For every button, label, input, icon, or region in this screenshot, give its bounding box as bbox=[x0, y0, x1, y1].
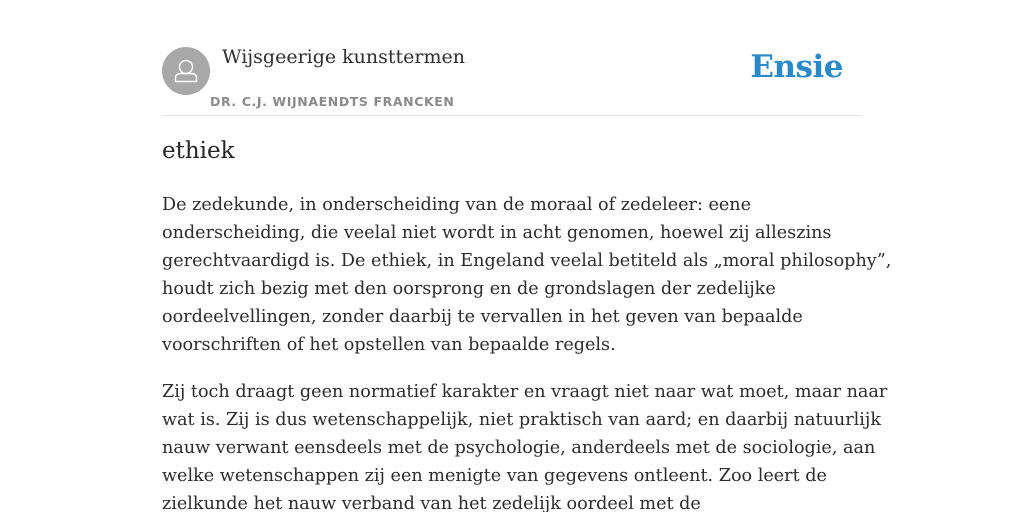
text-line: onderscheiding, die veelal niet wordt in acht genomen, hoewel zij alleszins bbox=[162, 223, 832, 243]
text-line: welke wetenschappen zij een menigte van gegevens ontleent. Zoo leert de bbox=[162, 466, 827, 486]
book-title-link[interactable]: Wijsgeerige kunsttermen bbox=[222, 46, 466, 68]
text-line: voorschriften of het opstellen van bepaalde regels. bbox=[162, 335, 616, 355]
text-line: Zij toch draagt geen normatief karakter en vraagt niet naar wat moet, maar naar bbox=[162, 382, 888, 402]
text-line: houdt zich bezig met den oorsprong en de grondslagen der zedelijke bbox=[162, 279, 776, 299]
text-line: gerechtvaardigd is. De ethiek, in Engeland veelal betiteld als „moral philosophy”, bbox=[162, 251, 892, 271]
entry-body bbox=[162, 191, 892, 512]
ensie-logo[interactable]: Ensie bbox=[750, 49, 843, 85]
text-line: zielkunde het nauw verband van het zedelijk oordeel met de bbox=[162, 494, 701, 512]
text-line: wat is. Zij is dus wetenschappelijk, niet praktisch van aard; en daarbij natuurlijk bbox=[162, 410, 882, 430]
entry-title: ethiek bbox=[162, 138, 235, 164]
text-line: De zedekunde, in onderscheiding van de moraal of zedeleer: eene bbox=[162, 195, 752, 215]
header bbox=[162, 44, 862, 116]
text-line: oordeelvellingen, zonder daarbij te vervallen in het geven van bepaalde bbox=[162, 307, 803, 327]
user-placeholder-icon bbox=[162, 47, 210, 95]
text-line: nauw verwant eensdeels met de psychologie, anderdeels met de sociologie, aan bbox=[162, 438, 876, 458]
paragraph-1 bbox=[162, 191, 892, 359]
author-avatar[interactable] bbox=[162, 47, 210, 95]
author-name-link[interactable]: DR. C.J. WIJNAENDTS FRANCKEN bbox=[210, 94, 455, 109]
paragraph-2 bbox=[162, 378, 888, 512]
